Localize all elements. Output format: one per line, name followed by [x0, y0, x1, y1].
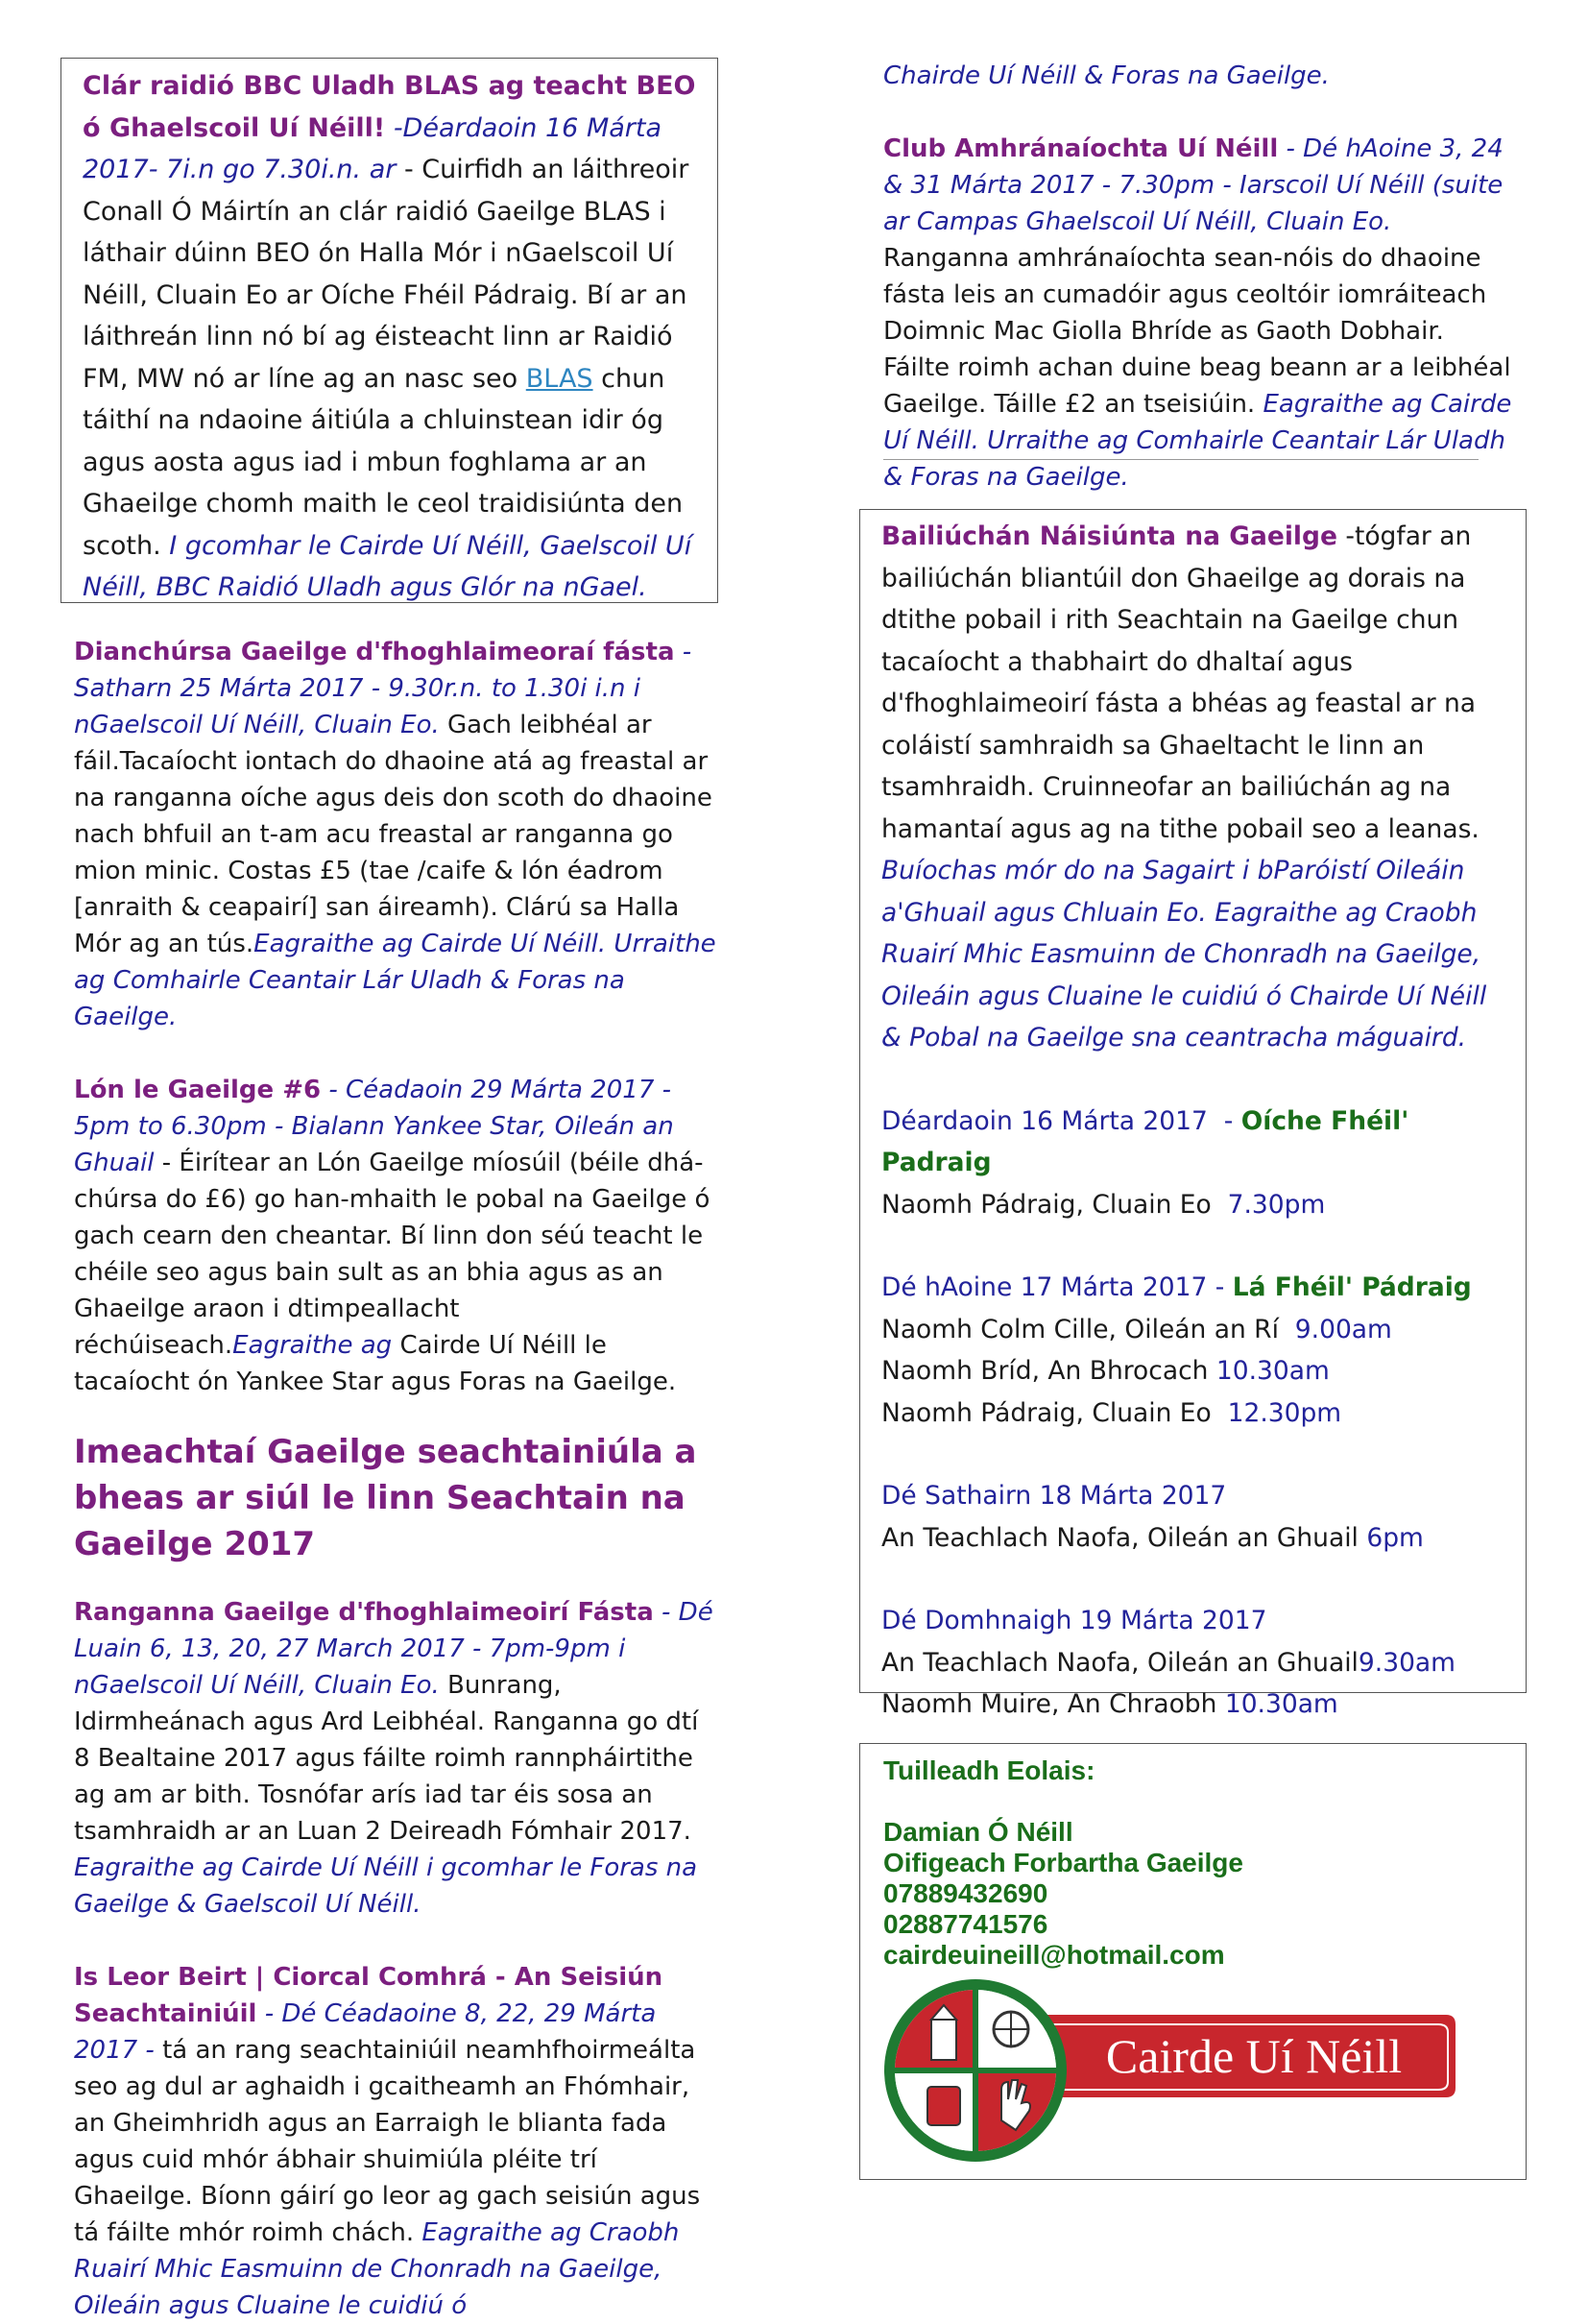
schedule-day-block [881, 1600, 1505, 1726]
lunch-event-org: Eagraithe ag [232, 1331, 393, 1360]
contact-email[interactable]: cairdeuineill@hotmail.com [883, 1940, 1225, 1970]
schedule-time: 9.30am [1358, 1647, 1456, 1678]
contact-info [883, 1755, 1498, 1971]
schedule-place: An Teachlach Naofa, Oileán an Ghuail [881, 1522, 1367, 1553]
radio-event-title: Clár raidió BBC Uladh BLAS ag teacht BEO ó Ghaelscoil Uí Néill! [83, 71, 696, 143]
schedule-row [881, 1392, 1505, 1435]
radio-event-partners: I gcomhar le Cairde Uí Néill, Gaelscoil Uí Néill, BBC Raidió Uladh agus Glór na nGael. [83, 530, 692, 602]
club-event-title: Club Amhránaíochta Uí Néill [883, 134, 1279, 163]
circle-event-org: Eagraithe ag Craobh Ruairí Mhic Easmuinn de Chonradh na Gaeilge, Oileáin agus Cluaine le cuidiú ó [74, 2218, 680, 2320]
collection-title: Bailiúchán Náisiúnta na Gaeilge [881, 521, 1337, 551]
schedule-day-block [881, 1267, 1505, 1434]
schedule-time: 7.30pm [1227, 1189, 1326, 1220]
blas-link[interactable]: BLAS [525, 363, 593, 394]
course-event-title: Dianchúrsa Gaeilge d'fhoghlaimeoraí fásta [74, 638, 675, 666]
course-event-when: - Satharn 25 Márta 2017 - 9.30r.n. to 1.30i i.n i nGaelscoil Uí Néill, Cluain Eo. [74, 638, 692, 739]
schedule-time: 9.00am [1294, 1314, 1392, 1344]
schedule-row [881, 1309, 1505, 1351]
logo-graphic [881, 1976, 1457, 2168]
schedule-day-separator: - [1207, 1105, 1241, 1136]
club-event-when: - Dé hAoine 3, 24 & 31 Márta 2017 - 7.30pm - Iarscoil Uí Néill (suite ar Campas Ghaelscoil Uí Néill, Cluain Eo. [883, 134, 1504, 236]
classes-event [74, 1594, 717, 1923]
schedule-place: Naomh Bríd, An Bhrocach [881, 1356, 1216, 1386]
schedule-place: Naomh Pádraig, Cluain Eo [881, 1397, 1228, 1428]
contact-phone-1[interactable]: 07889432690 [883, 1878, 1048, 1908]
schedule-day-date: Dé Domhnaigh 19 Márta 2017 [881, 1606, 1267, 1635]
continuation-text: Chairde Uí Néill & Foras na Gaeilge. [883, 61, 1330, 90]
collection-content [881, 516, 1505, 1726]
radio-event-body1: - Cuirfidh an láithreoir Conall Ó Máirtín an clár raidió Gaeilge BLAS i láthair dúinn BEO ón Halla Mór i nGaelscoil Uí Néill, Cluain Eo ar Oíche Fhéil Pádraig. Bí ar an láithreán linn nó bí ag éisteacht linn ar Raidió FM, MW nó ar líne ag an nasc seo [83, 155, 689, 394]
classes-event-org: Eagraithe ag Cairde Uí Néill i gcomhar le Foras na Gaeilge & Gaelscoil Uí Néill. [74, 1853, 698, 1919]
schedule-place: Naomh Colm Cille, Oileán an Rí [881, 1314, 1295, 1344]
schedule-day-separator: - [1207, 1272, 1233, 1302]
schedule-time: 10.30am [1224, 1689, 1338, 1719]
schedule-place: Naomh Muire, An Chraobh [881, 1689, 1225, 1719]
schedule-row [881, 1517, 1505, 1560]
radio-event-body2: chun táithí na ndaoine áitiúla a chluinstean idir óg agus aosta agus iad i mbun foghlama ar an Ghaeilge chomh maith le ceol traidisiúnta den scoth. [83, 363, 684, 561]
club-event-org: Eagraithe ag Cairde Uí Néill. Urraithe ag Comhairle Ceantair Lár Uladh & Foras na Gaeilge. [883, 390, 1512, 492]
right-column-top [883, 58, 1517, 496]
schedule-day-block [881, 1475, 1505, 1559]
circle-event-title: Is Leor Beirt | Ciorcal Comhrá - An Seisiún Seachtainiúil [74, 1963, 663, 2028]
schedule-day-feast: Oíche Fhéil' Padraig [881, 1105, 1409, 1177]
schedule-time: 10.30am [1215, 1356, 1330, 1386]
lunch-event-body: - Éirítear an Lón Gaeilge míosúil (béile dhá-chúrsa do £6) go han-mhaith le pobal na Gaeilge ó gach cearn den cheantar. Bí linn don séú teacht le chéile seo agus bain sult as an bhia agus as an Ghaeilge araon i dtimpeallacht réchúiseach. [74, 1149, 710, 1360]
radio-event [83, 65, 702, 609]
classes-event-body: Bunrang, Idirmheánach agus Ard Leibhéal. Ranganna go dtí 8 Bealtaine 2017 agus fáilte roimh rannpháirtithe ag am ar bith. Tosnófar arís iad tar éis sosa an tsamhraidh ar an Luan 2 Deireadh Fómhair 2017. [74, 1671, 699, 1846]
right-column-rule [883, 459, 1479, 460]
cairde-ui-neill-logo [881, 1976, 1457, 2168]
lunch-event-title: Lón le Gaeilge #6 [74, 1076, 322, 1104]
schedule-time: 6pm [1366, 1522, 1424, 1553]
course-event-org: Eagraithe ag Cairde Uí Néill. Urraithe ag Comhairle Ceantair Lár Uladh & Foras na Gaeilge. [74, 930, 716, 1031]
contact-phone-2[interactable]: 02887741576 [883, 1909, 1048, 1939]
schedule-day-block [881, 1101, 1505, 1226]
schedule-day-date: Dé hAoine 17 Márta 2017 [881, 1272, 1208, 1302]
schedule-day-date: Dé Sathairn 18 Márta 2017 [881, 1481, 1227, 1511]
left-column [74, 634, 717, 2324]
schedule-day-date: Déardaoin 16 Márta 2017 [881, 1105, 1208, 1136]
weekly-events-heading: Imeachtaí Gaeilge seachtainiúla a bheas ar siúl le linn Seachtain na Gaeilge 2017 [74, 1433, 697, 1563]
schedule-day-heading [881, 1267, 1505, 1309]
collection-org: Buíochas mór do na Sagairt i bParóistí Oileáin a'Ghuail agus Chluain Eo. Eagraithe ag Craobh Ruairí Mhic Easmuinn de Chonradh na Gaeilge, Oileáin agus Cluaine le cuidiú ó Chairde Uí Néill & Pobal na Gaeilge sna ceantracha máguaird. [881, 856, 1487, 1053]
schedule-row [881, 1683, 1505, 1726]
schedule-row [881, 1184, 1505, 1226]
lunch-event-when: - Céadaoin 29 Márta 2017 - 5pm to 6.30pm - Bialann Yankee Star, Oileán an Ghuail [74, 1076, 674, 1177]
club-event [883, 131, 1517, 496]
classes-event-when: - Dé Luain 6, 13, 20, 27 March 2017 - 7pm-9pm i nGaelscoil Uí Néill, Cluain Eo. [74, 1598, 713, 1700]
circle-event [74, 1959, 717, 2324]
collection-body: -tógfar an bailiúchán bliantúil don Ghaeilge ag dorais na dtithe pobail i rith Seachtain na Gaeilge chun tacaíocht a thabhairt do dhaltaí agus d'fhoghlaimeoirí fásta a bhéas ag feastal ar na coláistí samhraidh sa Ghaeltacht le linn an tsamhraidh. Cruinneofar an bailiúchán ag na hamantaí agus ag na tithe pobail seo a leanas. [881, 521, 1480, 844]
circle-event-body: tá an rang seachtainiúil neamhfhoirmeálta seo ag dul ar aghaidh i gcaitheamh an Fhómhair, an Gheimhridh agus an Earraigh le blianta fada agus cuid mhór ábhair shuimiúla pléite trí Ghaeilge. Bíonn gáirí go leor ag gach seisiún agus tá fáilte mhór roimh chách. [74, 2036, 701, 2247]
schedule-day-feast: Lá Fhéil' Pádraig [1232, 1272, 1472, 1302]
classes-event-title: Ranganna Gaeilge d'fhoghlaimeoirí Fásta [74, 1598, 654, 1627]
lunch-event [74, 1072, 717, 1400]
contact-name: Damian Ó Néill [883, 1817, 1073, 1847]
schedule-time: 12.30pm [1227, 1397, 1342, 1428]
course-event-body: Gach leibhéal ar fáil.Tacaíocht iontach do dhaoine atá ag freastal ar na ranganna oíche agus deis don scoth do dhaoine nach bhfuil an t-am acu freastal ar ranganna go mion minic. Costas £5 (tae /caife & lón éadrom [anraith & ceapairí] san áireamh). Clárú sa Halla Mór ag an tús. [74, 711, 712, 958]
collection-intro [881, 516, 1505, 1059]
schedule-day-heading [881, 1475, 1505, 1517]
course-event [74, 634, 717, 1035]
schedule-place: An Teachlach Naofa, Oileán an Ghuail [881, 1647, 1359, 1678]
mass-schedule [881, 1101, 1505, 1726]
schedule-row [881, 1642, 1505, 1684]
contact-heading: Tuilleadh Eolais: [883, 1755, 1095, 1785]
lunch-event-body2: Cairde Uí Néill le tacaíocht ón Yankee Star agus Foras na Gaeilge. [74, 1331, 677, 1396]
club-event-body: Ranganna amhránaíochta sean-nóis do dhaoine fásta leis an cumadóir agus ceoltóir iomráiteach Doimnic Mac Giolla Bhríde as Gaoth Dobhair. Fáilte roimh achan duine beag beann ar a leibhéal Gaeilge. Táille £2 an tseisiúin. [883, 244, 1511, 419]
left-column-top [83, 65, 702, 609]
radio-event-when: -Déardaoin 16 Márta 2017- 7i.n go 7.30i.n. ar [83, 112, 662, 184]
schedule-day-heading [881, 1101, 1505, 1184]
contact-role: Oifigeach Forbartha Gaeilge [883, 1848, 1243, 1877]
schedule-day-heading [881, 1600, 1505, 1642]
circle-event-when: - Dé Céadaoine 8, 22, 29 Márta 2017 - [74, 1999, 657, 2065]
schedule-place: Naomh Pádraig, Cluain Eo [881, 1189, 1228, 1220]
schedule-row [881, 1350, 1505, 1392]
logo-text: Cairde Uí Néill [1105, 2029, 1403, 2083]
